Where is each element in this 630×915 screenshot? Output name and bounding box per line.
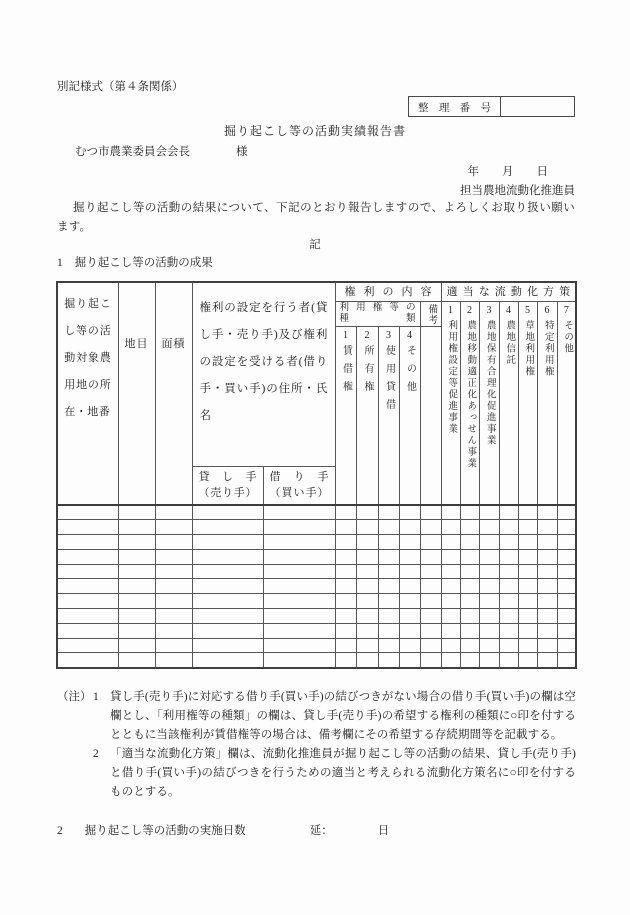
table-empty-cell [155, 520, 192, 535]
mobilization-number: 5 [525, 304, 531, 316]
col-land-category-header: 地目 [118, 282, 155, 505]
right-type-number: 1 [343, 329, 349, 341]
table-empty-cell [155, 549, 192, 564]
table-empty-cell [557, 549, 576, 564]
table-empty-cell [192, 638, 263, 653]
table-empty-cell [155, 653, 192, 668]
table-empty-cell [460, 594, 479, 609]
note-text: 貸し手(売り手)に対応する借り手(買い手)の結びつきがない場合の借り手(買い手)の欄は空欄とし、「利用権等の種類」の欄は、貸し手(売り手)の希望する権利の種類に○印を付するとともに当該権利が賃借権等の場合は、備考欄にその希望する存続期間等を記載する。 [110, 691, 576, 741]
section2-number: 2 [57, 825, 63, 837]
table-empty-cell [460, 638, 479, 653]
mobilization-cell-1 [441, 301, 460, 505]
table-empty-cell [399, 505, 420, 520]
table-empty-cell [335, 520, 356, 535]
table-empty-cell [57, 653, 118, 668]
section2-heading [57, 822, 389, 838]
section1-number: 1 [57, 257, 63, 269]
table-empty-cell [155, 594, 192, 609]
table-empty-cell [557, 505, 576, 520]
table-empty-cell [378, 564, 399, 579]
table-empty-cell [420, 579, 441, 594]
table-empty-cell [518, 505, 537, 520]
table-empty-cell [263, 638, 335, 653]
section2-title: 掘り起こし等の活動の実施日数 [84, 825, 246, 837]
table-empty-cell [479, 520, 499, 535]
mobilization-cell-3 [479, 301, 499, 505]
table-empty-cell [557, 609, 576, 624]
table-empty-cell [537, 549, 557, 564]
table-empty-cell [420, 594, 441, 609]
table-empty-cell [479, 579, 499, 594]
table-empty-cell [192, 579, 263, 594]
table-empty-cell [335, 609, 356, 624]
results-table [56, 281, 577, 669]
mobilization-number: 3 [486, 304, 492, 316]
table-empty-cell [118, 623, 155, 638]
table-empty-cell [155, 609, 192, 624]
table-empty-cell [537, 609, 557, 624]
table-empty-cell [537, 623, 557, 638]
table-empty-row [57, 535, 576, 550]
note-number: 2 [93, 748, 99, 760]
table-empty-cell [57, 579, 118, 594]
table-empty-cell [378, 520, 399, 535]
table-empty-cell [378, 623, 399, 638]
table-empty-cell [263, 579, 335, 594]
table-empty-cell [518, 609, 537, 624]
table-empty-cell [441, 505, 460, 520]
table-empty-cell [118, 505, 155, 520]
table-empty-cell [460, 609, 479, 624]
note-label: （注） [57, 691, 92, 703]
mobilization-cell-2 [460, 301, 479, 505]
table-empty-cell [356, 623, 378, 638]
table-empty-row [57, 564, 576, 579]
table-empty-cell [537, 594, 557, 609]
table-empty-cell [499, 623, 518, 638]
table-empty-cell [378, 638, 399, 653]
col-parties-header [192, 282, 335, 466]
table-empty-cell [557, 535, 576, 550]
table-empty-cell [499, 609, 518, 624]
table-empty-cell [378, 609, 399, 624]
lender-label-line2: （売り手） [198, 487, 257, 500]
remarks-label: 備考 [426, 303, 437, 325]
table-empty-cell [399, 638, 420, 653]
table-empty-cell [518, 623, 537, 638]
table-empty-cell [499, 520, 518, 535]
table-empty-cell [57, 564, 118, 579]
table-empty-cell [263, 505, 335, 520]
table-empty-cell [335, 623, 356, 638]
table-empty-cell [399, 535, 420, 550]
table-empty-cell [479, 505, 499, 520]
col-location-header [57, 282, 118, 505]
table-empty-cell [155, 579, 192, 594]
table-empty-cell [192, 609, 263, 624]
table-empty-cell [57, 520, 118, 535]
date-line: 年 月 日 [467, 166, 548, 178]
mobilization-cell-6 [537, 301, 557, 505]
mobilization-cell-5 [518, 301, 537, 505]
right-type-cell-1 [335, 326, 356, 505]
right-type-number: 3 [386, 329, 392, 341]
table-empty-cell [460, 623, 479, 638]
table-empty-cell [356, 609, 378, 624]
table-empty-cell [420, 505, 441, 520]
group-mobilization-header: 適当な流動化方策 [441, 282, 576, 301]
mobilization-label: 農地信託 [504, 319, 515, 366]
note-number: 1 [93, 691, 99, 703]
lender-header [192, 466, 263, 505]
table-empty-cell [335, 579, 356, 594]
addressee-name: むつ市農業委員会会長 [75, 146, 190, 158]
table-empty-cell [441, 609, 460, 624]
table-empty-cell [378, 549, 399, 564]
intro-paragraph: 掘り起こし等の活動の結果について、下記のとおり報告しますので、よろしくお取り扱い願います。 [57, 202, 575, 233]
right-type-number: 4 [407, 329, 413, 341]
table-empty-cell [356, 505, 378, 520]
col-location-label: 掘り起こし等の活動対象農用地の所在・地番 [64, 298, 112, 418]
table-empty-cell [356, 564, 378, 579]
table-empty-cell [420, 549, 441, 564]
table-empty-cell [557, 564, 576, 579]
table-empty-cell [518, 638, 537, 653]
table-empty-cell [335, 549, 356, 564]
table-empty-cell [399, 653, 420, 668]
ki-heading: 記 [309, 239, 321, 251]
table-empty-cell [537, 535, 557, 550]
table-empty-cell [518, 579, 537, 594]
table-empty-cell [499, 579, 518, 594]
table-empty-cell [499, 505, 518, 520]
table-empty-cell [155, 623, 192, 638]
table-empty-cell [118, 638, 155, 653]
note-item-1 [57, 688, 576, 745]
table-empty-cell [356, 638, 378, 653]
table-empty-cell [460, 653, 479, 668]
table-empty-cell [460, 564, 479, 579]
table-empty-cell [537, 638, 557, 653]
mobilization-number: 7 [563, 304, 569, 316]
table-empty-cell [57, 609, 118, 624]
table-empty-cell [118, 609, 155, 624]
table-empty-cell [263, 535, 335, 550]
col-parties-label: 権利の設定を行う者(貸し手・売り手)及び権利の設定を受ける者(借り手・買い手)の住所・氏名 [199, 302, 328, 422]
rights-type-label-line1: 利用権等の [339, 302, 416, 313]
borrower-label-line2: （買い手） [269, 487, 329, 500]
table-empty-cell [537, 564, 557, 579]
rights-type-header [335, 301, 420, 326]
table-empty-cell [499, 564, 518, 579]
right-type-label: 所有権 [362, 344, 374, 399]
right-type-cell-4 [399, 326, 420, 505]
table-empty-cell [378, 594, 399, 609]
table-empty-cell [57, 623, 118, 638]
ref-number-value [501, 97, 574, 116]
table-empty-row [57, 638, 576, 653]
table-empty-cell [537, 653, 557, 668]
table-empty-cell [537, 579, 557, 594]
table-empty-cell [499, 535, 518, 550]
mobilization-label: 利用権設定等促進事業 [446, 319, 457, 435]
table-empty-cell [441, 653, 460, 668]
table-empty-cell [479, 653, 499, 668]
table-empty-cell [420, 623, 441, 638]
table-empty-cell [557, 579, 576, 594]
right-type-label: 使用貸借 [383, 344, 395, 417]
remarks-spacer-cell [420, 326, 441, 505]
mobilization-label: 特定利用権 [542, 319, 553, 377]
mobilization-label: 草地利用権 [523, 319, 534, 377]
table-empty-cell [441, 579, 460, 594]
table-empty-cell [118, 594, 155, 609]
table-empty-cell [441, 623, 460, 638]
table-empty-cell [518, 535, 537, 550]
table-empty-cell [479, 609, 499, 624]
table-empty-cell [335, 638, 356, 653]
table-empty-cell [479, 564, 499, 579]
table-empty-cell [399, 594, 420, 609]
table-empty-cell [441, 564, 460, 579]
note-item-2 [93, 745, 576, 802]
mobilization-number: 6 [544, 304, 550, 316]
section1-heading [57, 254, 213, 270]
table-empty-cell [155, 535, 192, 550]
mobilization-number: 1 [448, 304, 454, 316]
addressee [75, 143, 248, 159]
table-empty-cell [420, 564, 441, 579]
table-empty-cell [263, 549, 335, 564]
table-empty-cell [263, 520, 335, 535]
table-empty-cell [263, 609, 335, 624]
table-empty-cell [155, 505, 192, 520]
notes-block [57, 688, 576, 802]
table-empty-cell [356, 535, 378, 550]
table-empty-cell [557, 638, 576, 653]
table-empty-cell [399, 609, 420, 624]
table-empty-row [57, 653, 576, 668]
section1-title: 掘り起こし等の活動の成果 [74, 257, 213, 269]
col-area-header: 面積 [155, 282, 192, 505]
table-empty-cell [263, 594, 335, 609]
right-type-label: 賃借権 [340, 344, 352, 399]
table-empty-cell [420, 520, 441, 535]
table-empty-cell [557, 623, 576, 638]
table-empty-cell [356, 520, 378, 535]
table-empty-cell [118, 579, 155, 594]
table-empty-cell [518, 520, 537, 535]
table-empty-cell [420, 535, 441, 550]
table-empty-cell [335, 505, 356, 520]
table-empty-cell [499, 653, 518, 668]
table-empty-cell [118, 549, 155, 564]
table-empty-cell [192, 653, 263, 668]
borrower-header [263, 466, 335, 505]
table-empty-cell [118, 520, 155, 535]
table-empty-cell [460, 505, 479, 520]
right-type-label: その他 [404, 344, 416, 399]
table-empty-cell [356, 579, 378, 594]
mobilization-cell-7 [557, 301, 576, 505]
form-ref: 別記様式（第４条関係） [57, 81, 184, 93]
table-empty-cell [378, 579, 399, 594]
table-empty-cell [378, 653, 399, 668]
table-empty-cell [57, 549, 118, 564]
addressee-suffix: 様 [236, 146, 248, 158]
table-empty-cell [518, 549, 537, 564]
table-empty-cell [499, 638, 518, 653]
table-empty-cell [356, 549, 378, 564]
table-empty-cell [537, 505, 557, 520]
right-type-cell-2 [356, 326, 378, 505]
table-empty-cell [441, 535, 460, 550]
table-empty-row [57, 579, 576, 594]
ref-number-box [408, 96, 575, 117]
table-body [57, 505, 576, 668]
table-empty-cell [192, 535, 263, 550]
table-empty-row [57, 505, 576, 520]
table-empty-cell [118, 653, 155, 668]
table-empty-cell [441, 638, 460, 653]
table-empty-cell [557, 594, 576, 609]
days-total-label: 延： [309, 825, 333, 837]
signer-title: 担当農地流動化推進員 [460, 185, 575, 197]
table-empty-cell [57, 594, 118, 609]
doc-title: 掘り起こし等の活動実績報告書 [223, 124, 406, 138]
table-empty-cell [57, 638, 118, 653]
table-empty-cell [499, 549, 518, 564]
table-empty-cell [557, 520, 576, 535]
table-empty-cell [263, 564, 335, 579]
lender-label-line1: 貸し手 [198, 471, 257, 484]
table-empty-cell [460, 579, 479, 594]
table-empty-cell [192, 564, 263, 579]
table-empty-cell [557, 653, 576, 668]
days-unit: 日 [377, 825, 390, 837]
table-empty-cell [537, 520, 557, 535]
table-empty-cell [460, 520, 479, 535]
table-empty-cell [263, 623, 335, 638]
table-empty-cell [460, 549, 479, 564]
table-empty-cell [518, 594, 537, 609]
right-type-cell-3 [378, 326, 399, 505]
table-empty-cell [479, 594, 499, 609]
table-empty-cell [155, 638, 192, 653]
table-empty-cell [57, 535, 118, 550]
table-empty-cell [356, 594, 378, 609]
table-empty-cell [420, 609, 441, 624]
table-empty-cell [356, 653, 378, 668]
table-empty-row [57, 609, 576, 624]
table-empty-cell [399, 520, 420, 535]
table-empty-cell [192, 623, 263, 638]
table-empty-cell [118, 535, 155, 550]
table-empty-cell [335, 653, 356, 668]
table-empty-cell [192, 520, 263, 535]
table-empty-cell [155, 564, 192, 579]
mobilization-number: 2 [467, 304, 473, 316]
remarks-header [420, 301, 441, 326]
table-empty-cell [335, 564, 356, 579]
table-empty-cell [57, 505, 118, 520]
table-empty-cell [441, 549, 460, 564]
table-empty-cell [378, 535, 399, 550]
mobilization-label: その他 [562, 319, 573, 354]
table-empty-cell [399, 579, 420, 594]
table-empty-row [57, 549, 576, 564]
note-text: 「適当な流動化方策」欄は、流動化推進員が掘り起こし等の活動の結果、貸し手(売り手)と借り手(買い手)の結びつきを行うための適当と考えられる流動化方策名に○印を付するものとする。 [110, 748, 576, 798]
table-empty-cell [441, 594, 460, 609]
table-empty-row [57, 623, 576, 638]
table-empty-row [57, 520, 576, 535]
table-empty-cell [118, 564, 155, 579]
table-empty-cell [335, 535, 356, 550]
table-empty-cell [460, 535, 479, 550]
table-empty-cell [192, 594, 263, 609]
table-empty-cell [479, 638, 499, 653]
table-empty-cell [399, 549, 420, 564]
table-empty-cell [479, 549, 499, 564]
table-empty-cell [479, 535, 499, 550]
table-empty-row [57, 594, 576, 609]
table-empty-cell [192, 549, 263, 564]
table-empty-cell [518, 653, 537, 668]
mobilization-cell-4 [499, 301, 518, 505]
table-empty-cell [518, 564, 537, 579]
table-empty-cell [192, 505, 263, 520]
table-empty-cell [499, 594, 518, 609]
table-empty-cell [479, 623, 499, 638]
group-rights-header: 権利の内容 [335, 282, 441, 301]
rights-type-label-line2: 種類 [339, 313, 416, 324]
table-empty-cell [399, 564, 420, 579]
borrower-label-line1: 借り手 [269, 471, 329, 484]
ref-number-label: 整理番号 [409, 97, 501, 116]
table-empty-cell [420, 653, 441, 668]
table-empty-cell [399, 623, 420, 638]
table-empty-cell [441, 520, 460, 535]
mobilization-label: 農地移動適正化あっせん事業 [465, 319, 476, 469]
table-empty-cell [378, 505, 399, 520]
table-empty-cell [335, 594, 356, 609]
right-type-number: 2 [364, 329, 370, 341]
mobilization-number: 4 [506, 304, 512, 316]
table-empty-cell [420, 638, 441, 653]
table-empty-cell [263, 653, 335, 668]
mobilization-label: 農地保有合理化促進事業 [484, 319, 495, 446]
